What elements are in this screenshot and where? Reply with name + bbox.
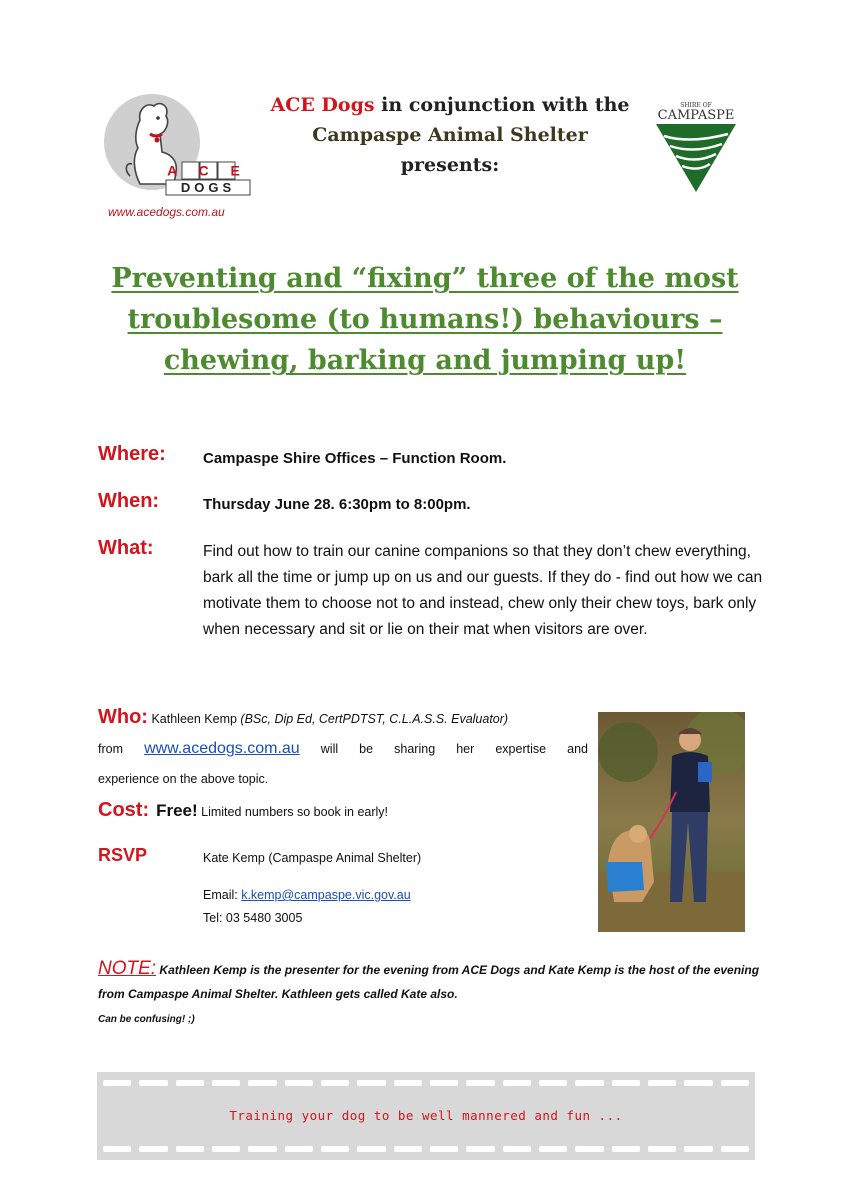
presenter-credentials: (BSc, Dip Ed, CertPDTST, C.L.A.S.S. Evaluator): [240, 712, 509, 726]
cost-free: Free!: [156, 801, 198, 820]
shelter-name: Campaspe Animal Shelter: [312, 124, 588, 146]
campaspe-logo-text: CAMPASPE: [657, 108, 735, 123]
presenter-photo: [598, 712, 745, 932]
acedogs-link[interactable]: www.acedogs.com.au: [144, 740, 300, 757]
header-presents: [260, 90, 640, 180]
who-line-3: experience on the above topic.: [98, 772, 269, 786]
presenter-name: Kathleen Kemp: [147, 712, 241, 726]
cost-note: Limited numbers so book in early!: [197, 805, 389, 819]
ace-dogs-logo: [100, 92, 255, 197]
presents-text: presents:: [400, 154, 500, 176]
where-label: Where:: [98, 443, 166, 465]
campaspe-shire-logo: [650, 98, 742, 194]
title-line-1: Preventing and “fixing” three of the most: [111, 263, 739, 294]
ace-logo-text-1: A C E: [167, 162, 249, 179]
when-value: Thursday June 28. 6:30pm to 8:00pm.: [203, 496, 471, 513]
footer-banner: [97, 1072, 755, 1160]
rsvp-contact-name: Kate Kemp (Campaspe Animal Shelter): [203, 851, 422, 865]
cost-label: Cost:: [98, 799, 150, 821]
note-label: NOTE:: [98, 958, 157, 979]
what-label: What:: [98, 537, 154, 559]
what-description: Find out how to train our canine companions so that they don’t chew everything, bark all the time or jump up on us and our guests. If they do - find out how we can motivate them to choose not to and instead, chew only their chew toys, bark only when necessary and sit or lie on their mat when visitors are over.: [203, 543, 763, 638]
title-line-2: troublesome (to humans!) behaviours –: [127, 304, 723, 335]
event-title: [80, 258, 770, 381]
rsvp-telephone: Tel: 03 5480 3005: [203, 911, 303, 925]
email-label: Email:: [203, 888, 242, 902]
who-section: [98, 702, 588, 794]
cost-line: [98, 799, 388, 822]
who-label: Who:: [98, 706, 148, 728]
from-text: from: [98, 742, 145, 756]
sharing-text: will be sharing her expertise and: [299, 742, 588, 756]
conjunction-text: in conjunction with the: [374, 94, 630, 116]
note-section: [98, 957, 788, 1032]
rsvp-email-line: [203, 888, 411, 902]
banner-top-dashes: [103, 1080, 749, 1086]
ace-logo-text-2: DOGS: [180, 180, 236, 195]
who-line-1: [98, 702, 588, 734]
note-text: Kathleen Kemp is the presenter for the evening from ACE Dogs and Kate Kemp is the host of the evening from Campaspe Animal Shelter. Kathleen gets called Kate also.: [98, 963, 760, 1001]
campaspe-logo-small: SHIRE OF: [680, 102, 712, 109]
rsvp-email-link[interactable]: k.kemp@campaspe.vic.gov.au: [241, 888, 411, 902]
rsvp-label: RSVP: [98, 845, 148, 865]
header-line-1: [260, 90, 640, 120]
when-label: When:: [98, 490, 160, 512]
banner-slogan: Training your dog to be well mannered and fun ...: [229, 1108, 623, 1123]
who-line-2: [98, 734, 588, 764]
banner-bottom-dashes: [103, 1146, 749, 1152]
where-value: Campaspe Shire Offices – Function Room.: [203, 450, 507, 467]
ace-dogs-name: ACE Dogs: [270, 94, 375, 116]
title-line-3: chewing, barking and jumping up!: [163, 345, 687, 376]
note-last-line: Can be confusing! ;): [98, 1014, 195, 1025]
ace-website-text: www.acedogs.com.au: [108, 205, 225, 219]
